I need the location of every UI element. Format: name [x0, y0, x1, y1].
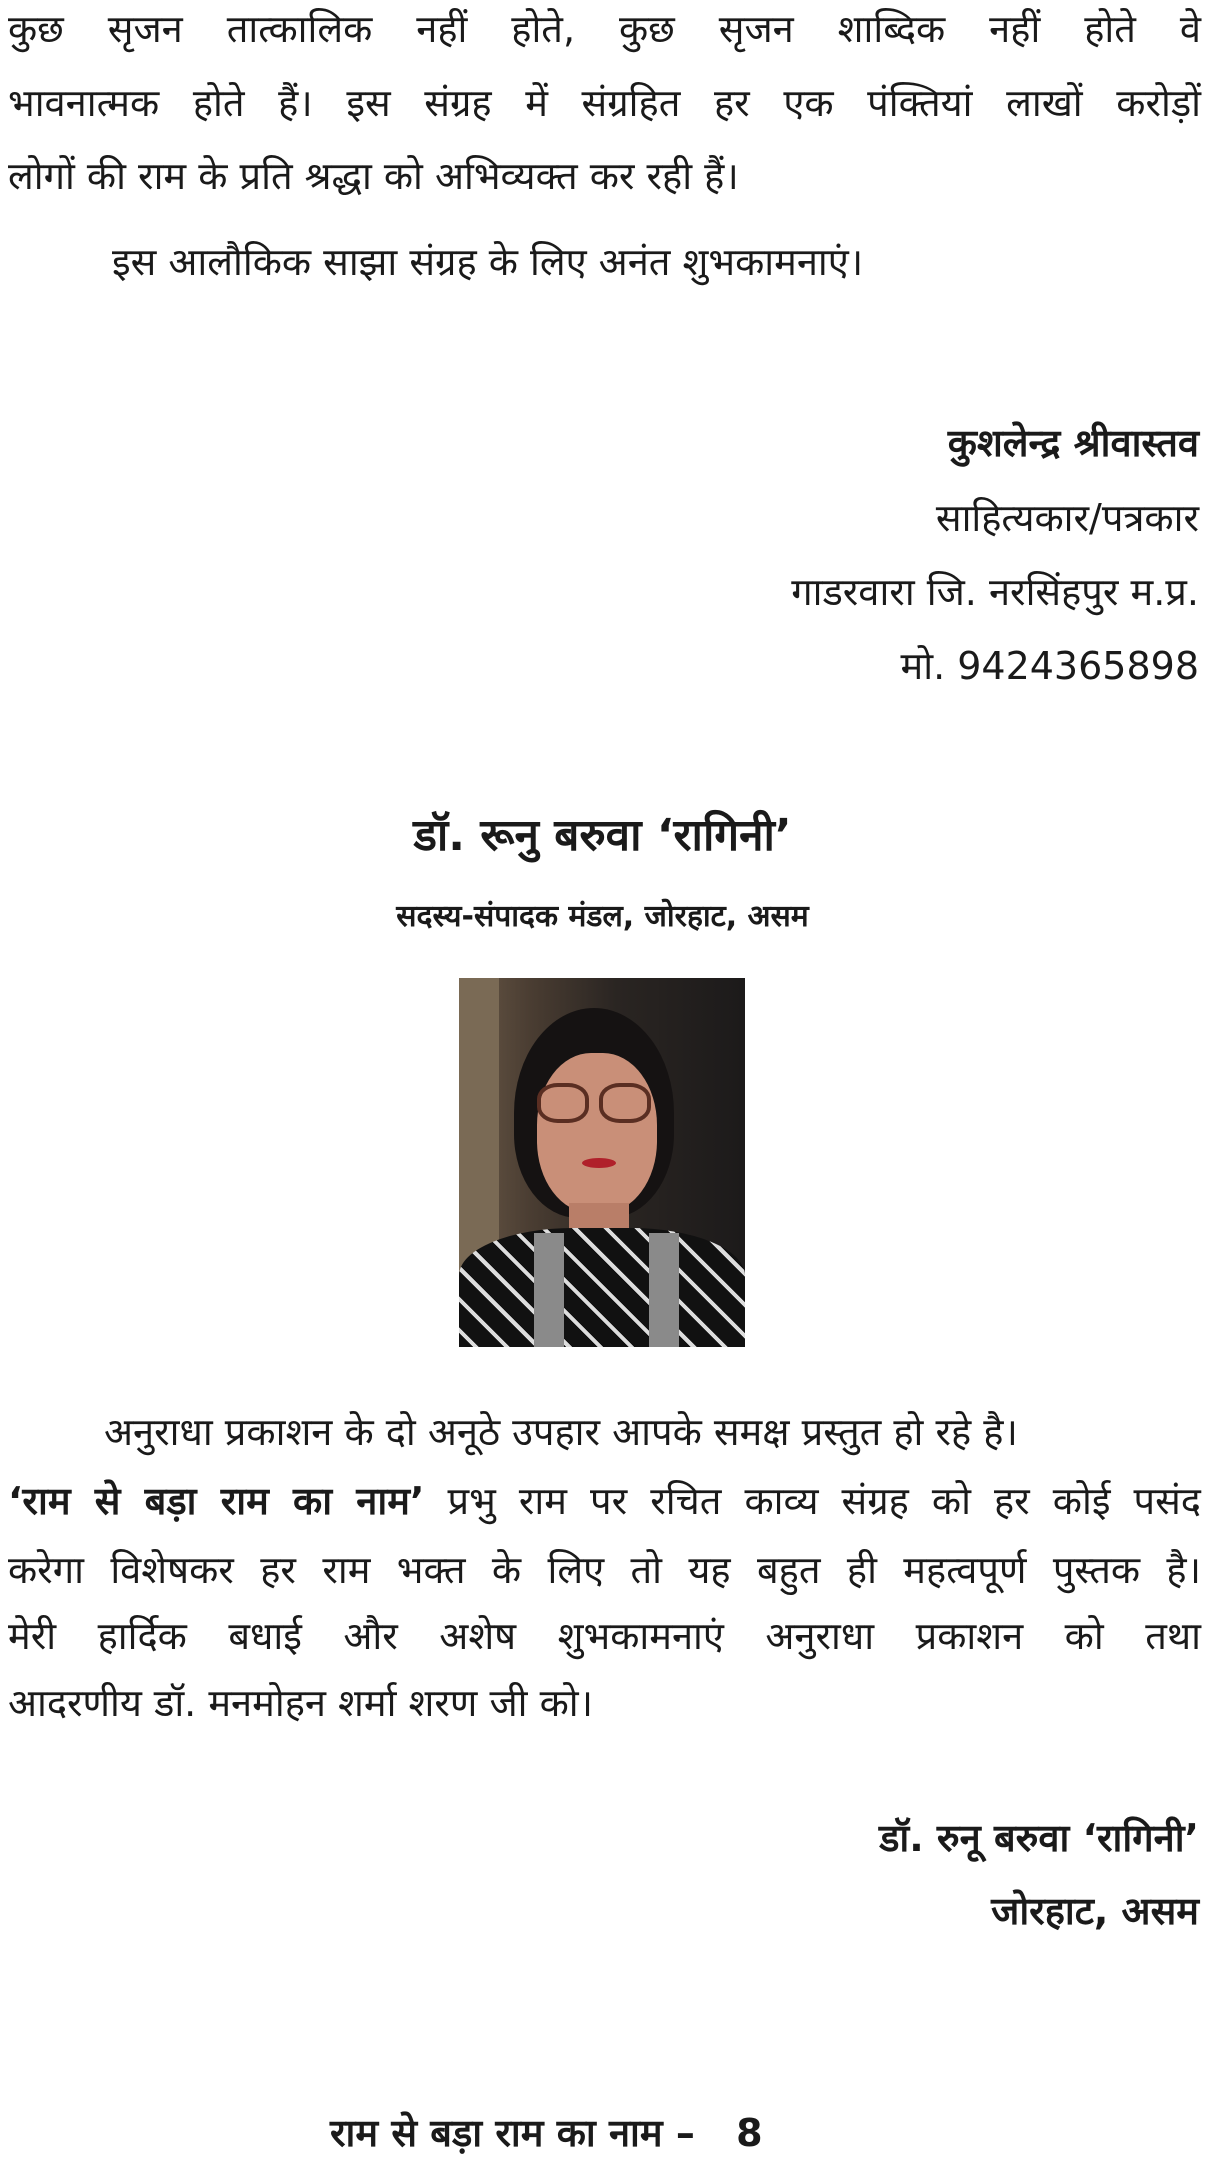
- text-line: लोगों की राम के प्रति श्रद्धा को अभिव्यक्त कर रही हैं।: [8, 154, 739, 198]
- section-title: डॉ. रूनु बरुवा ‘रागिनी’: [413, 810, 792, 861]
- text-line: करेगा विशेषकर हर राम भक्त के लिए तो यह बहुत ही महत्वपूर्ण पुस्तक है।: [8, 1548, 1201, 1592]
- signature-place: जोरहाट, असम: [991, 1889, 1199, 1933]
- footer-book-title: राम से बड़ा राम का नाम –: [330, 2111, 695, 2155]
- text-line: अनुराधा प्रकाशन के दो अनूठे उपहार आपके समक्ष प्रस्तुत हो रहे है।: [104, 1410, 1018, 1454]
- book-title: ‘राम से बड़ा राम का नाम’: [8, 1479, 425, 1523]
- page-number: 8: [736, 2111, 763, 2155]
- text-line: कुछ सृजन तात्कालिक नहीं होते, कुछ सृजन शाब्दिक नहीं होते वे: [8, 7, 1201, 51]
- author-photo: [459, 978, 745, 1347]
- text-line: आदरणीय डॉ. मनमोहन शर्मा शरण जी को।: [8, 1681, 594, 1725]
- signature-name: कुशलेन्द्र श्रीवास्तव: [947, 421, 1199, 465]
- text-fragment: प्रभु राम पर रचित काव्य संग्रह को हर कोई पसंद: [447, 1479, 1201, 1523]
- signature-phone: मो. 9424365898: [900, 644, 1199, 688]
- section-subtitle: सदस्य-संपादक मंडल, जोरहाट, असम: [396, 899, 809, 934]
- page-footer: [330, 2108, 763, 2158]
- text-line: मेरी हार्दिक बधाई और अशेष शुभकामनाएं अनुराधा प्रकाशन को तथा: [8, 1614, 1201, 1658]
- signature-role: साहित्यकार/पत्रकार: [935, 496, 1199, 540]
- signature-name: डॉ. रुनू बरुवा ‘रागिनी’: [879, 1816, 1199, 1860]
- signature-place: गाडरवारा जि. नरसिंहपुर म.प्र.: [791, 570, 1199, 614]
- text-line: भावनात्मक होते हैं। इस संग्रह में संग्रहित हर एक पंक्तियां लाखों करोड़ों: [8, 81, 1201, 125]
- wish-line: इस आलौकिक साझा संग्रह के लिए अनंत शुभकामनाएं।: [112, 240, 864, 284]
- text-line: [8, 1476, 1201, 1526]
